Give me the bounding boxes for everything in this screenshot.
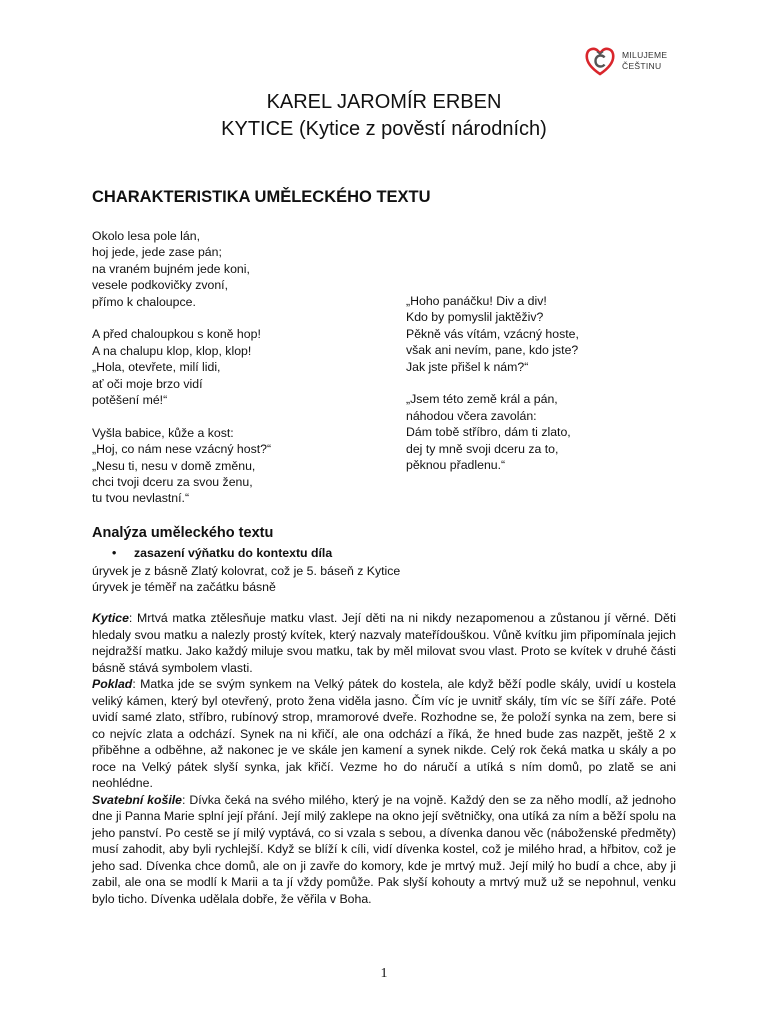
poem-line: „Hola, otevřete, milí lidi, (92, 360, 221, 375)
poem-line: „Hoj, co nám nese vzácný host?“ (92, 442, 272, 457)
heart-logo-icon (584, 45, 616, 77)
poem-line: A před chaloupkou s koně hop! (92, 327, 261, 342)
bullet-item (112, 546, 332, 560)
poem-line: Okolo lesa pole lán, (92, 229, 201, 243)
poem-line: „Nesu ti, nesu v domě změnu, (92, 458, 256, 473)
poem-stanza (406, 391, 579, 473)
logo-line-1: MILUJEME (622, 50, 668, 60)
poem-line: Dám tobě stříbro, dám ti zlato, (406, 425, 571, 440)
poem-stanza (92, 425, 271, 507)
poem-line: vesele podkovičky zvoní, (92, 278, 229, 293)
analysis-line: úryvek je z básně Zlatý kolovrat, což je 5. báseň z Kytice (92, 564, 401, 578)
paragraph-term: Svatební košile (92, 792, 183, 807)
work-title: KYTICE (Kytice z pověstí národních) (221, 118, 547, 140)
poem-stanza (92, 228, 271, 310)
brand-logo (584, 44, 704, 78)
poem-line: na vraném bujném jede koni, (92, 261, 250, 276)
poem-left-column (92, 228, 271, 523)
poem-line: však ani nevím, pane, kdo jste? (406, 343, 579, 358)
poem-line: potěšení mé!“ (92, 393, 168, 408)
poem-line: náhodou včera zavolán: (406, 408, 537, 423)
paragraph-text: : Mrtvá matka ztělesňuje matku vlast. Její děti na ni nikdy nezapomenou a zůstanou jí věrné. Děti hledaly svou matku a nalezly prostý kvítek, který nazvaly mateřídouškou. Vůně kvítku jim připomínala jejich nejdražší matku. Jako každý miluje svou matku, tak by měl milovat svou vlast. Proto se kvítek v druhé části básně stává symbolem vlasti. (92, 611, 676, 675)
section-heading: CHARAKTERISTIKA UMĚLECKÉHO TEXTU (92, 188, 431, 206)
poem-line: „Hoho panáčku! Div a div! (406, 294, 547, 308)
logo-line-2: ČEŠTINU (622, 61, 662, 71)
paragraph-text: : Matka jde se svým synkem na Velký pátek do kostela, ale když běží podle skály, uvidí u kostela veliký kámen, který byl otevřený, proto žena viděla jasno. Čím víc je uvnitř skály, tím víc se šíří záře. Poté uvidí samé zlato, stříbro, rubínový strop, mramorové dveře. Rozhodne se, že položí synka na zem, bere si co nejvíc zlata a odchází. Synek na ni křičí, ale ona odchází a říká, že hned bude zas nazpět, ještě 2 x přiběhne a odběhne, až nakonec je ve skále jen kamení a synek nikde. Celý rok čeká matka u skály a po roce na Velký pátek slyší synka, jak křičí. Vezme ho do náručí a utíká s ním domů, po zlatě se ani neohlédne. (92, 677, 676, 790)
poem-line: Pěkně vás vítám, vzácný hoste, (406, 326, 579, 341)
poem-line: ať oči moje brzo vidí (92, 376, 203, 391)
body-text (92, 610, 676, 907)
poem-right-column (406, 293, 579, 490)
poem-line: Kdo by pomyslil jaktěživ? (406, 310, 544, 325)
poem-line: hoj jede, jede zase pán; (92, 245, 222, 260)
bullet-icon: • (112, 546, 117, 560)
analysis-line: úryvek je téměř na začátku básně (92, 580, 276, 594)
paragraph-text: : Dívka čeká na svého milého, který je na vojně. Každý den se za něho modlí, až jednoho dne ji Panna Marie splní její přání. Její milý zaklepe na okno její světničky, ona utíká za ním a běží spolu na jeho panství. Po cestě se jí milý vyptává, co si vzala s sebou, a dívenka danou věc (náboženské předměty) musí zahodit, aby byli rychlejší. Když se blíží k cíli, vidí dívenka kostel, což je milého hrad, a hřbitov, což je jeho sad. Dívenka chce domů, ale on ji zavře do komory, kde je mrtvý muž. Její milý ho budí a chce, aby ji zabil, ale ona se modlí k Marii a ta jí vždy pomůže. Pak slyší kohouty a mrtvý muž už se nepohnul, venku bylo ticho. Dívenka udělala dobře, že věřila v Boha. (92, 792, 677, 906)
poem-line: přímo k chaloupce. (92, 294, 196, 309)
paragraph-term: Kytice (92, 611, 129, 625)
poem-stanza (406, 293, 579, 375)
poem-line: „Jsem této země král a pán, (406, 392, 558, 407)
bullet-text: zasazení výňatku do kontextu díla (134, 546, 333, 560)
poem-line: chci tvoji dceru za svou ženu, (92, 475, 253, 490)
paragraph-term: Poklad (92, 677, 133, 691)
poem-line: pěknou přadlenu.“ (406, 458, 506, 473)
poem-line: Jak jste přišel k nám?“ (406, 359, 529, 374)
paragraph-poklad (92, 676, 676, 792)
poem-stanza (92, 326, 271, 408)
paragraph-svatebni-kosile (92, 792, 676, 908)
analysis-heading: Analýza uměleckého textu (92, 525, 274, 541)
author-title: KAREL JAROMÍR ERBEN (266, 91, 502, 113)
poem-line: Vyšla babice, kůže a kost: (92, 425, 234, 440)
paragraph-kytice (92, 610, 676, 676)
poem-line: dej ty mně svoji dceru za to, (406, 441, 559, 456)
poem-line: tu tvou nevlastní.“ (92, 491, 190, 506)
page-number: 1 (380, 966, 388, 981)
logo-text (622, 50, 667, 72)
poem-line: A na chalupu klop, klop, klop! (92, 343, 252, 358)
